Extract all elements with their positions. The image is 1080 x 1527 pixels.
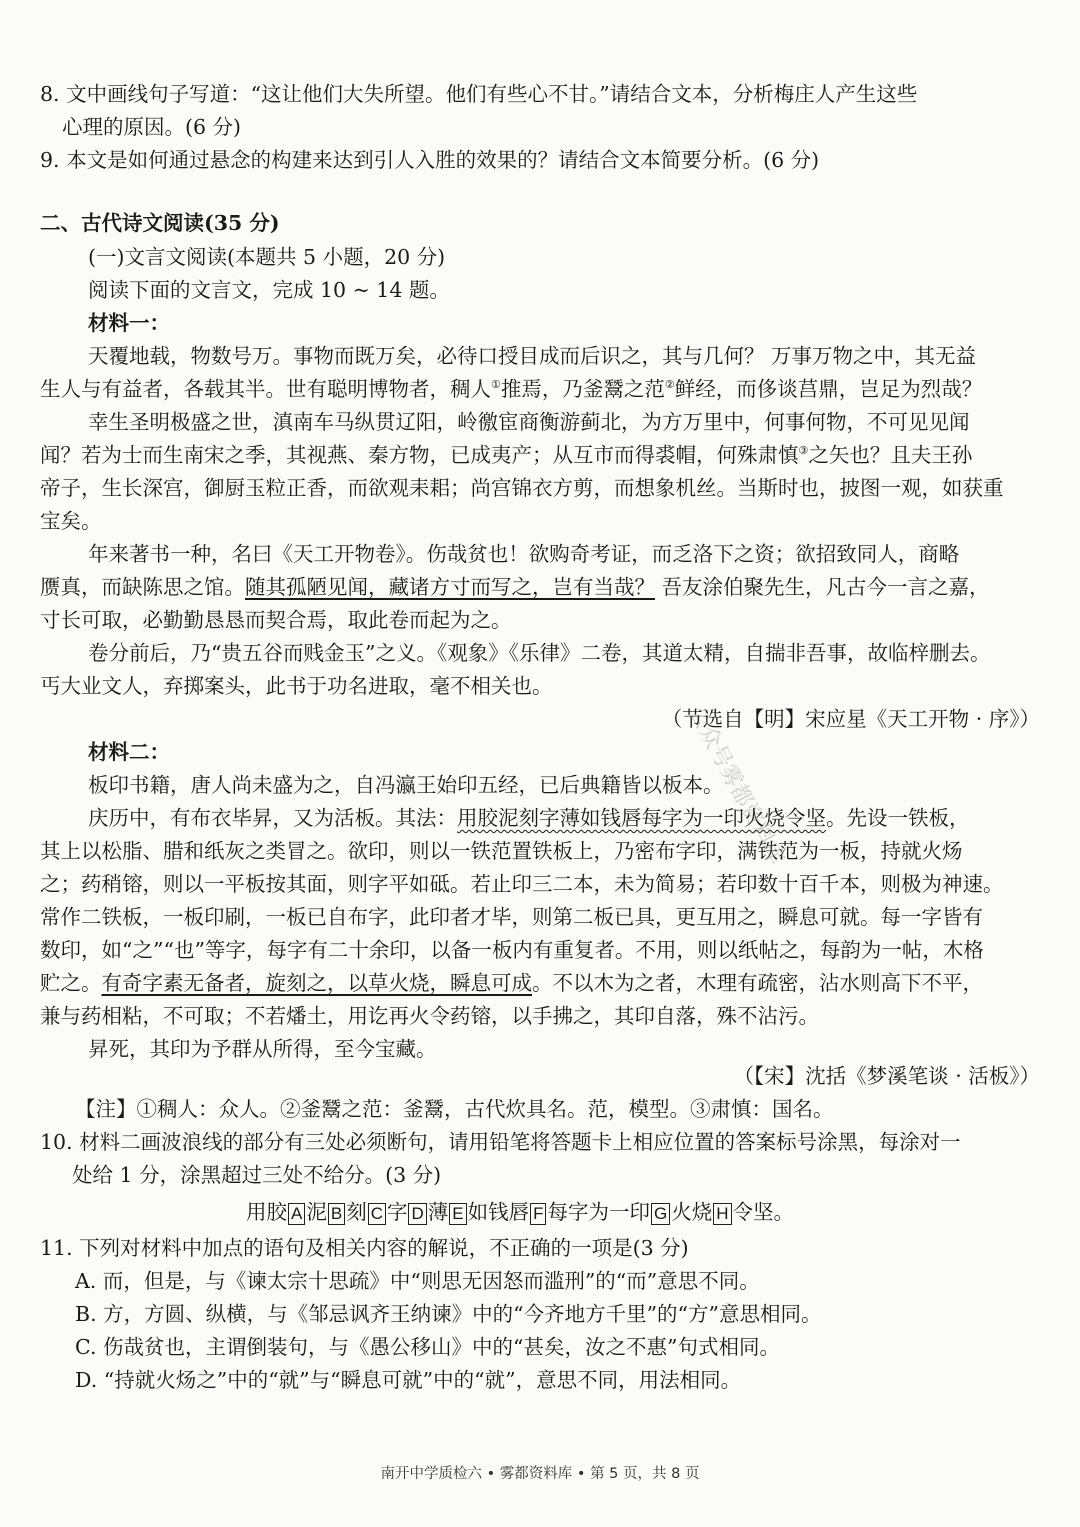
material1-source: （节选自【明】宋应星《天工开物 · 序》） [661, 707, 1040, 731]
m2-p2-line7: 兼与药相粘，不可取；不若燔土，用讫再火令药镕，以手拂之，其印自落，殊不沾污。 [40, 1004, 819, 1028]
wavy-underlined-passage: 用胶泥刻字薄如钱唇每字为一印火烧令坚 [457, 806, 826, 830]
m2-p2-line6: 贮之。有奇字素无备者，旋刻之，以草火烧，瞬息可成。不以木为之者，木理有疏密，沾水则高下不平， [40, 971, 983, 995]
m2-p2-line1: 庆历中，有布衣毕昇，又为活板。其法：用胶泥刻字薄如钱唇每字为一印火烧令坚。先设一铁板， [88, 806, 970, 830]
m1-p2-line1: 幸生圣明极盛之世，滇南车马纵贯辽阳，岭徼宦商衡游蓟北，为方万里中，何事何物，不可见见闻 [88, 410, 970, 434]
section-instruction: 阅读下面的文言文，完成 10 ~ 14 题。 [88, 278, 450, 302]
m1-p4-line1: 卷分前后，乃“贵五谷而贱金玉”之义。《观象》《乐律》二卷，其道太精，自揣非吾事，故临梓删去。 [88, 641, 991, 665]
underlined-sentence-1: 随其孤陋见闻，藏诸方寸而写之，岂有当哉？ [245, 575, 655, 599]
annotation-notes: 【注】①稠人：众人。②釜鬵之范：釜鬵，古代炊具名。范，模型。③肃慎：国名。 [75, 1097, 834, 1121]
section-title: 二、古代诗文阅读(35 分) [40, 211, 280, 235]
option-box-h[interactable]: H [713, 1203, 731, 1225]
m1-p1-line2: 生人与有益者，各载其半。世有聪明博物者，稠人①推焉，乃釜鬵之范②鲜经，而侈谈莒鼎，岂足为烈哉？ [40, 377, 983, 401]
q11-stem: 11. 下列对材料中加点的语句及相关内容的解说，不正确的一项是(3 分) [40, 1236, 689, 1260]
q10-break-options: 用胶 A 泥 B 刻 C 字 D 薄 E 如钱唇 F 每字为一印 G 火烧 H 令坚。 [246, 1200, 794, 1224]
note-mark-2: ② [664, 378, 675, 392]
m1-p3-line2: 赝真，而缺陈思之馆。随其孤陋见闻，藏诸方寸而写之，岂有当哉？ 吾友涂伯聚先生，凡古今一言之嘉， [40, 575, 990, 599]
option-box-e[interactable]: E [449, 1203, 466, 1225]
q9: 9. 本文是如何通过悬念的构建来达到引人入胜的效果的？请结合文本简要分析。(6 分) [40, 148, 820, 172]
page-footer: 南开中学质检六 • 雾都资料库 • 第 5 页，共 8 页 [380, 1466, 700, 1482]
option-box-d[interactable]: D [408, 1203, 426, 1225]
option-box-g[interactable]: G [651, 1203, 670, 1225]
q11-option-a: A. 而，但是，与《谏太宗十思疏》中“则思无因怒而滥刑”的“而”意思不同。 [75, 1269, 760, 1293]
m1-p1-line1: 天覆地载，物数号万。事物而既万矣，必待口授目成而后识之，其与几何？ 万事万物之中，其无益 [88, 344, 977, 368]
q11-option-b: B. 方，方圆、纵横，与《邹忌讽齐王纳谏》中的“今齐地方千里”的“方”意思相同。 [75, 1302, 822, 1326]
m2-p1: 板印书籍，唐人尚未盛为之，自冯瀛王始印五经，已后典籍皆以板本。 [88, 773, 724, 797]
option-box-a[interactable]: A [288, 1203, 305, 1225]
m1-p2-line2: 闻？若为士而生南宋之季，其视燕、秦方物，已成夷产；从互市而得裘帽，何殊肃慎③之矢也？且夫王孙 [40, 443, 973, 467]
q11-option-c: C. 伤哉贫也，主谓倒装句，与《愚公移山》中的“甚矣，汝之不惠”句式相同。 [75, 1335, 780, 1359]
m2-p2-line2: 其上以松脂、腊和纸灰之类冒之。欲印，则以一铁范置铁板上，乃密布字印，满铁范为一板，持就火炀 [40, 839, 963, 863]
q11-option-d: D. “持就火炀之”中的“就”与“瞬息可就”中的“就”，意思不同，用法相同。 [75, 1368, 742, 1392]
m1-p3-line3: 寸长可取，必勤勤恳恳而契合焉，取此卷而起为之。 [40, 608, 512, 632]
section-subtitle: (一)文言文阅读(本题共 5 小题，20 分) [88, 245, 446, 269]
m1-p3-line1: 年来著书一种，名曰《天工开物卷》。伤哉贫也！欲购奇考证，而乏洛下之资；欲招致同人，商略 [88, 542, 960, 566]
material2-heading: 材料二： [88, 740, 170, 764]
watermark: 公众号雾都资料库 [683, 702, 789, 870]
material2-source: （【宋】沈括《梦溪笔谈 · 活板》） [733, 1064, 1040, 1088]
m2-p2-line4: 常作二铁板，一板印刷，一板已自布字，此印者才毕，则第二板已具，更互用之，瞬息可就。每一字皆有 [40, 905, 983, 929]
option-box-c[interactable]: C [368, 1203, 386, 1225]
q8-line2: 心理的原因。(6 分) [62, 115, 242, 139]
q10-line2: 处给 1 分，涂黑超过三处不给分。(3 分) [72, 1163, 442, 1187]
option-box-f[interactable]: F [530, 1203, 546, 1225]
m2-p3: 昇死，其印为予群从所得，至今宝藏。 [88, 1037, 437, 1061]
m2-p2-line5: 数印，如“之”“也”等字，每字有二十余印，以备一板内有重复者。不用，则以纸帖之，每韵为一帖，木格 [40, 938, 984, 962]
m2-p2-line3: 之；药稍镕，则以一平板按其面，则字平如砥。若止印三二本，未为简易；若印数十百千本，则极为神速。 [40, 872, 1004, 896]
q10-line1: 10. 材料二画波浪线的部分有三处必须断句，请用铅笔将答题卡上相应位置的答案标号涂黑，每涂对一 [40, 1130, 961, 1154]
m1-p2-line3: 帝子，生长深宫，御厨玉粒正香，而欲观耒耜；尚宫锦衣方剪，而想象机丝。当斯时也，披图一观，如获重 [40, 476, 1004, 500]
option-box-b[interactable]: B [328, 1203, 345, 1225]
m1-p2-line4: 宝矣。 [40, 509, 102, 533]
note-mark-3: ③ [798, 444, 809, 458]
q8-line1: 8. 文中画线句子写道：“这让他们大失所望。他们有些心不甘。”请结合文本，分析梅庄人产生这些 [40, 82, 918, 106]
m1-p4-line2: 丐大业文人，弃掷案头，此书于功名进取，毫不相关也。 [40, 674, 553, 698]
note-mark-1: ① [491, 378, 501, 392]
underlined-sentence-2: 有奇字素无备者，旋刻之，以草火烧，瞬息可成 [101, 971, 532, 995]
material1-heading: 材料一： [88, 311, 170, 335]
